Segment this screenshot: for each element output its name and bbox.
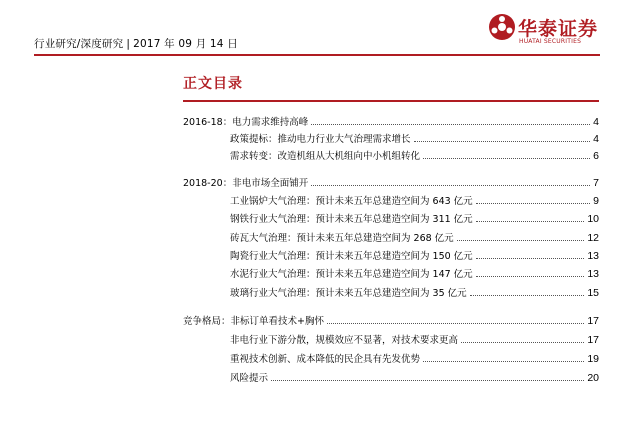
toc-entry-label: 政策提标：推动电力行业大气治理需求增长 <box>230 134 411 145</box>
toc-entry-page: 17 <box>587 315 599 327</box>
toc-title-divider <box>183 100 599 102</box>
huatai-logo <box>488 13 598 47</box>
toc-entry-page: 9 <box>593 195 599 207</box>
toc-entry-label: 工业锅炉大气治理：预计未来五年总建造空间为 643 亿元 <box>230 196 473 207</box>
toc-leader-dots <box>414 131 591 142</box>
toc-leader-dots <box>476 211 585 222</box>
toc-entry-label: 陶瓷行业大气治理：预计未来五年总建造空间为 150 亿元 <box>230 251 473 262</box>
toc-entry[interactable] <box>230 211 599 225</box>
toc-entry-page: 4 <box>593 133 599 145</box>
toc-entry-label: 2018-20：非电市场全面铺开 <box>183 178 309 189</box>
toc-leader-dots <box>423 148 590 159</box>
toc-leader-dots <box>476 266 585 277</box>
toc-entry-label: 非电行业下游分散，规模效应不显著，对技术要求更高 <box>230 335 459 346</box>
toc-entry[interactable] <box>230 131 599 145</box>
huatai-logo-icon <box>488 13 516 41</box>
page-header <box>34 0 600 56</box>
toc-entry[interactable] <box>230 285 599 299</box>
toc-entry-page: 19 <box>587 353 599 365</box>
toc-entry[interactable] <box>183 175 599 189</box>
toc-entry-page: 4 <box>593 116 599 128</box>
brand-name-en: HUATAI SECURITIES <box>519 38 582 45</box>
toc-leader-dots <box>311 175 590 186</box>
toc-leader-dots <box>311 114 590 125</box>
toc-entry-label: 竞争格局：非标订单看技术+胸怀 <box>183 316 324 327</box>
toc-entry[interactable] <box>230 230 599 244</box>
brand-name-cn: 华泰证券 <box>518 18 599 40</box>
toc-entry[interactable] <box>230 332 599 346</box>
toc-entry-page: 10 <box>587 213 599 225</box>
toc-leader-dots <box>461 332 584 343</box>
report-category: 行业研究/深度研究 <box>34 38 124 50</box>
toc-entry-page: 15 <box>587 287 599 299</box>
toc-leader-dots <box>271 370 584 381</box>
header-divider <box>34 54 600 56</box>
toc-entry[interactable] <box>230 148 599 162</box>
toc-entry-page: 12 <box>587 232 599 244</box>
toc-entry-label: 重视技术创新、成本降低的民企具有先发优势 <box>230 354 421 365</box>
toc-leader-dots <box>476 193 590 204</box>
toc-entry[interactable] <box>183 114 599 128</box>
toc-leader-dots <box>470 285 585 296</box>
toc-entry-label: 钢铁行业大气治理：预计未来五年总建造空间为 311 亿元 <box>230 214 473 225</box>
toc-leader-dots <box>457 230 585 241</box>
toc-entry-page: 7 <box>593 177 599 189</box>
toc-leader-dots <box>327 313 584 324</box>
toc-entry-label: 水泥行业大气治理：预计未来五年总建造空间为 147 亿元 <box>230 269 473 280</box>
separator: | <box>126 38 131 50</box>
toc-entry[interactable] <box>230 248 599 262</box>
toc-entry[interactable] <box>230 370 599 384</box>
toc-entry[interactable] <box>230 266 599 280</box>
toc-entry-page: 13 <box>587 250 599 262</box>
toc-entry-label: 玻璃行业大气治理：预计未来五年总建造空间为 35 亿元 <box>230 288 467 299</box>
report-date: 2017 年 09 月 14 日 <box>133 38 238 50</box>
toc-entry[interactable] <box>230 351 599 365</box>
toc-entry-page: 6 <box>593 150 599 162</box>
toc-title: 正文目录 <box>183 76 243 92</box>
toc-entry[interactable] <box>230 193 599 207</box>
toc-entry-page: 13 <box>587 268 599 280</box>
toc-entry[interactable] <box>183 313 599 327</box>
toc-entry-label: 砖瓦大气治理：预计未来五年总建造空间为 268 亿元 <box>230 233 454 244</box>
toc-entry-page: 17 <box>587 334 599 346</box>
toc-entry-label: 2016-18：电力需求维持高峰 <box>183 117 309 128</box>
report-meta <box>34 36 238 51</box>
toc-leader-dots <box>423 351 584 362</box>
toc-entry-label: 需求转变：改造机组从大机组向中小机组转化 <box>230 151 421 162</box>
toc-leader-dots <box>476 248 585 259</box>
toc-entry-label: 风险提示 <box>230 373 269 384</box>
toc-entry-page: 20 <box>587 372 599 384</box>
